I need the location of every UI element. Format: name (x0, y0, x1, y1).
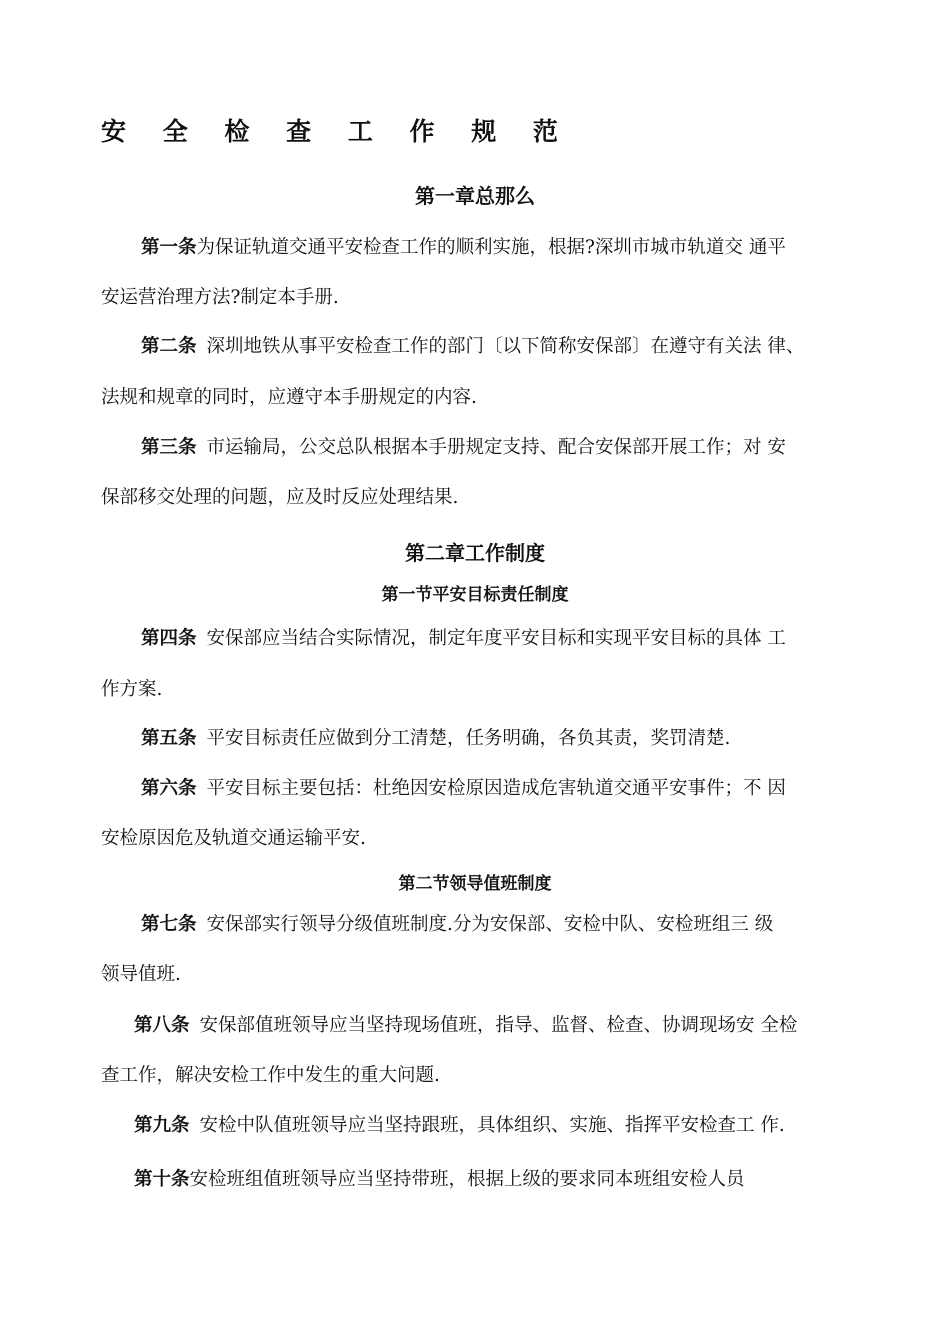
article-number: 第二条 (141, 336, 197, 357)
article-first-line (141, 332, 804, 358)
article-continuation-line: 保部移交处理的问题，应及时反应处理结果. (101, 487, 459, 508)
article-number: 第八条 (134, 1015, 190, 1036)
article-first-line (134, 1011, 797, 1037)
article-continuation-line: 领导值班. (101, 964, 181, 985)
article-number: 第三条 (141, 437, 197, 458)
article-number: 第四条 (141, 628, 197, 649)
article-continuation-line: 作方案. (101, 679, 163, 700)
article-first-line (141, 233, 786, 259)
article-continuation-line: 安检原因危及轨道交通运输平安. (101, 828, 366, 849)
article-text: 市运输局，公交总队根据本手册规定支持、配合安保部开展工作；对 安 (206, 437, 786, 458)
article-continuation-line: 查工作，解决安检工作中发生的重大问题. (101, 1065, 440, 1086)
article-text: 安保部应当结合实际情况，制定年度平安目标和实现平安目标的具体 工 (206, 628, 786, 649)
article-text: 安检班组值班领导应当坚持带班，根据上级的要求同本班组安检人员 (189, 1169, 745, 1190)
article-text: 深圳地铁从事平安检查工作的部门〔以下简称安保部〕在遵守有关法 律、 (206, 336, 805, 357)
chapter-heading: 第二章工作制度 (405, 541, 545, 565)
article-text: 平安目标主要包括：杜绝因安检原因造成危害轨道交通平安事件；不 因 (206, 778, 786, 799)
article-number: 第一条 (141, 237, 197, 258)
article-first-line (134, 1111, 785, 1137)
article-first-line (141, 774, 786, 800)
section-heading: 第一节平安目标责任制度 (381, 585, 569, 605)
article-number: 第六条 (141, 778, 197, 799)
article-continuation-line: 法规和规章的同时，应遵守本手册规定的内容. (101, 387, 477, 408)
article-text: 安保部实行领导分级值班制度.分为安保部、安检中队、安检班组三 级 (206, 914, 774, 935)
section-heading: 第二节领导值班制度 (398, 874, 552, 894)
article-number: 第九条 (134, 1115, 190, 1136)
article-text: 安保部值班领导应当坚持现场值班，指导、监督、检查、协调现场安 全检 (199, 1015, 798, 1036)
article-first-line (141, 433, 786, 459)
article-first-line (134, 1165, 745, 1191)
article-number: 第十条 (134, 1169, 190, 1190)
article-first-line (141, 910, 773, 936)
article-first-line (141, 624, 786, 650)
article-text: 安检中队值班领导应当坚持跟班，具体组织、实施、指挥平安检查工 作. (199, 1115, 785, 1136)
article-number: 第七条 (141, 914, 197, 935)
article-text: 为保证轨道交通平安检查工作的顺利实施，根据?深圳市城市轨道交 通平 (196, 237, 786, 258)
article-first-line (141, 724, 730, 750)
article-number: 第五条 (141, 728, 197, 749)
article-text: 平安目标责任应做到分工清楚，任务明确，各负其责，奖罚清楚. (206, 728, 731, 749)
document-title: 安 全 检 查 工 作 规 范 (101, 117, 572, 146)
chapter-heading: 第一章总那么 (415, 184, 535, 208)
article-continuation-line: 安运营治理方法?制定本手册. (101, 287, 339, 308)
